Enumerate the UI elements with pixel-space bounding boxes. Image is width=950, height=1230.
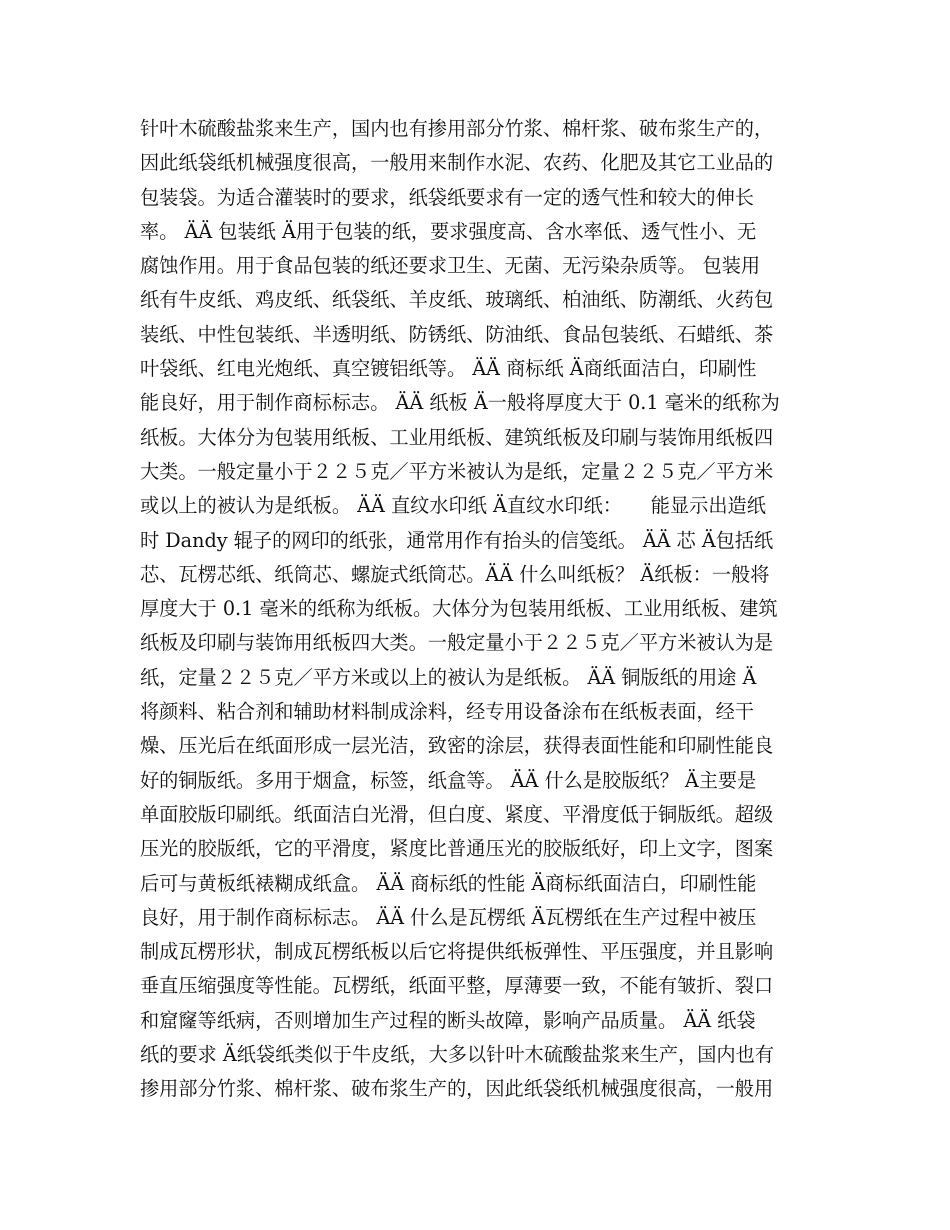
text-line: 时 Dandy 辊子的网印的纸张，通常用作有抬头的信笺纸。 ÄÄ 芯 Ä包括纸 [140, 528, 774, 552]
text-line: 后可与黄板纸裱糊成纸盒。 ÄÄ 商标纸的性能 Ä商标纸面洁白，印刷性能 [140, 871, 757, 895]
text-line: 腐蚀作用。用于食品包装的纸还要求卫生、无菌、无污染杂质等。 包装用 [140, 254, 761, 278]
text-line: 纸板及印刷与装饰用纸板四大类。一般定量小于２２５克／平方米被认为是 [140, 631, 774, 655]
text-line: 针叶木硫酸盐浆来生产，国内也有掺用部分竹浆、棉杆浆、破布浆生产的， [140, 117, 774, 140]
text-line: 掺用部分竹浆、棉杆浆、破布浆生产的，因此纸袋纸机械强度很高，一般用 [140, 1077, 774, 1101]
text-line: 芯、瓦楞芯纸、纸筒芯、螺旋式纸筒芯。ÄÄ 什么叫纸板？ Ä纸板：一般将 [140, 562, 770, 586]
text-line: 垂直压缩强度等性能。瓦楞纸，纸面平整，厚薄要一致，不能有皱折、裂口 [140, 974, 774, 998]
text-line: 和窟窿等纸病，否则增加生产过程的断头故障，影响产品质量。 ÄÄ 纸袋 [140, 1008, 756, 1032]
text-line: 纸有牛皮纸、鸡皮纸、纸袋纸、羊皮纸、玻璃纸、柏油纸、防潮纸、火药包 [140, 288, 774, 312]
text-line: 纸的要求 Ä纸袋纸类似于牛皮纸，大多以针叶木硫酸盐浆来生产，国内也有 [140, 1043, 774, 1067]
text-line: 或以上的被认为是纸板。 ÄÄ 直纹水印纸 Ä直纹水印纸： 能显示出造纸 [140, 494, 766, 518]
text-line: 将颜料、粘合剂和辅助材料制成涂料，经专用设备涂布在纸板表面，经干 [140, 700, 754, 724]
text-line: 单面胶版印刷纸。纸面洁白光滑，但白度、紧度、平滑度低于铜版纸。超级 [140, 802, 774, 826]
text-line: 叶袋纸、红电光炮纸、真空镀铝纸等。 ÄÄ 商标纸 Ä商纸面洁白，印刷性 [140, 357, 757, 381]
text-line: 良好，用于制作商标标志。 ÄÄ 什么是瓦楞纸 Ä瓦楞纸在生产过程中被压 [140, 905, 757, 929]
body-text [140, 112, 840, 1107]
text-line: 纸，定量２２５克／平方米或以上的被认为是纸板。 ÄÄ 铜版纸的用途 Ä [140, 665, 757, 689]
text-line: 能良好，用于制作商标标志。 ÄÄ 纸板 Ä一般将厚度大于 0.1 毫米的纸称为 [140, 391, 780, 415]
text-line: 装纸、中性包装纸、半透明纸、防锈纸、防油纸、食品包装纸、石蜡纸、茶 [140, 322, 774, 346]
text-line: 好的铜版纸。多用于烟盒，标签，纸盒等。 ÄÄ 什么是胶版纸？ Ä主要是 [140, 768, 757, 792]
text-line: 包装袋。为适合灌装时的要求，纸袋纸要求有一定的透气性和较大的伸长 [140, 185, 754, 209]
text-line: 制成瓦楞形状，制成瓦楞纸板以后它将提供纸板弹性、平压强度，并且影响 [140, 940, 774, 964]
text-line: 率。 ÄÄ 包装纸 Ä用于包装的纸，要求强度高、含水率低、透气性小、无 [140, 219, 757, 243]
text-line: 压光的胶版纸，它的平滑度，紧度比普通压光的胶版纸好，印上文字，图案 [140, 837, 774, 861]
text-line: 燥、压光后在纸面形成一层光洁，致密的涂层，获得表面性能和印刷性能良 [140, 734, 774, 758]
text-line: 因此纸袋纸机械强度很高，一般用来制作水泥、农药、化肥及其它工业品的 [140, 151, 774, 175]
text-line: 纸板。大体分为包装用纸板、工业用纸板、建筑纸板及印刷与装饰用纸板四 [140, 425, 774, 449]
text-line: 厚度大于 0.1 毫米的纸称为纸板。大体分为包装用纸板、工业用纸板、建筑 [140, 597, 778, 621]
text-line: 大类。一般定量小于２２５克／平方米被认为是纸，定量２２５克／平方米 [140, 459, 774, 483]
